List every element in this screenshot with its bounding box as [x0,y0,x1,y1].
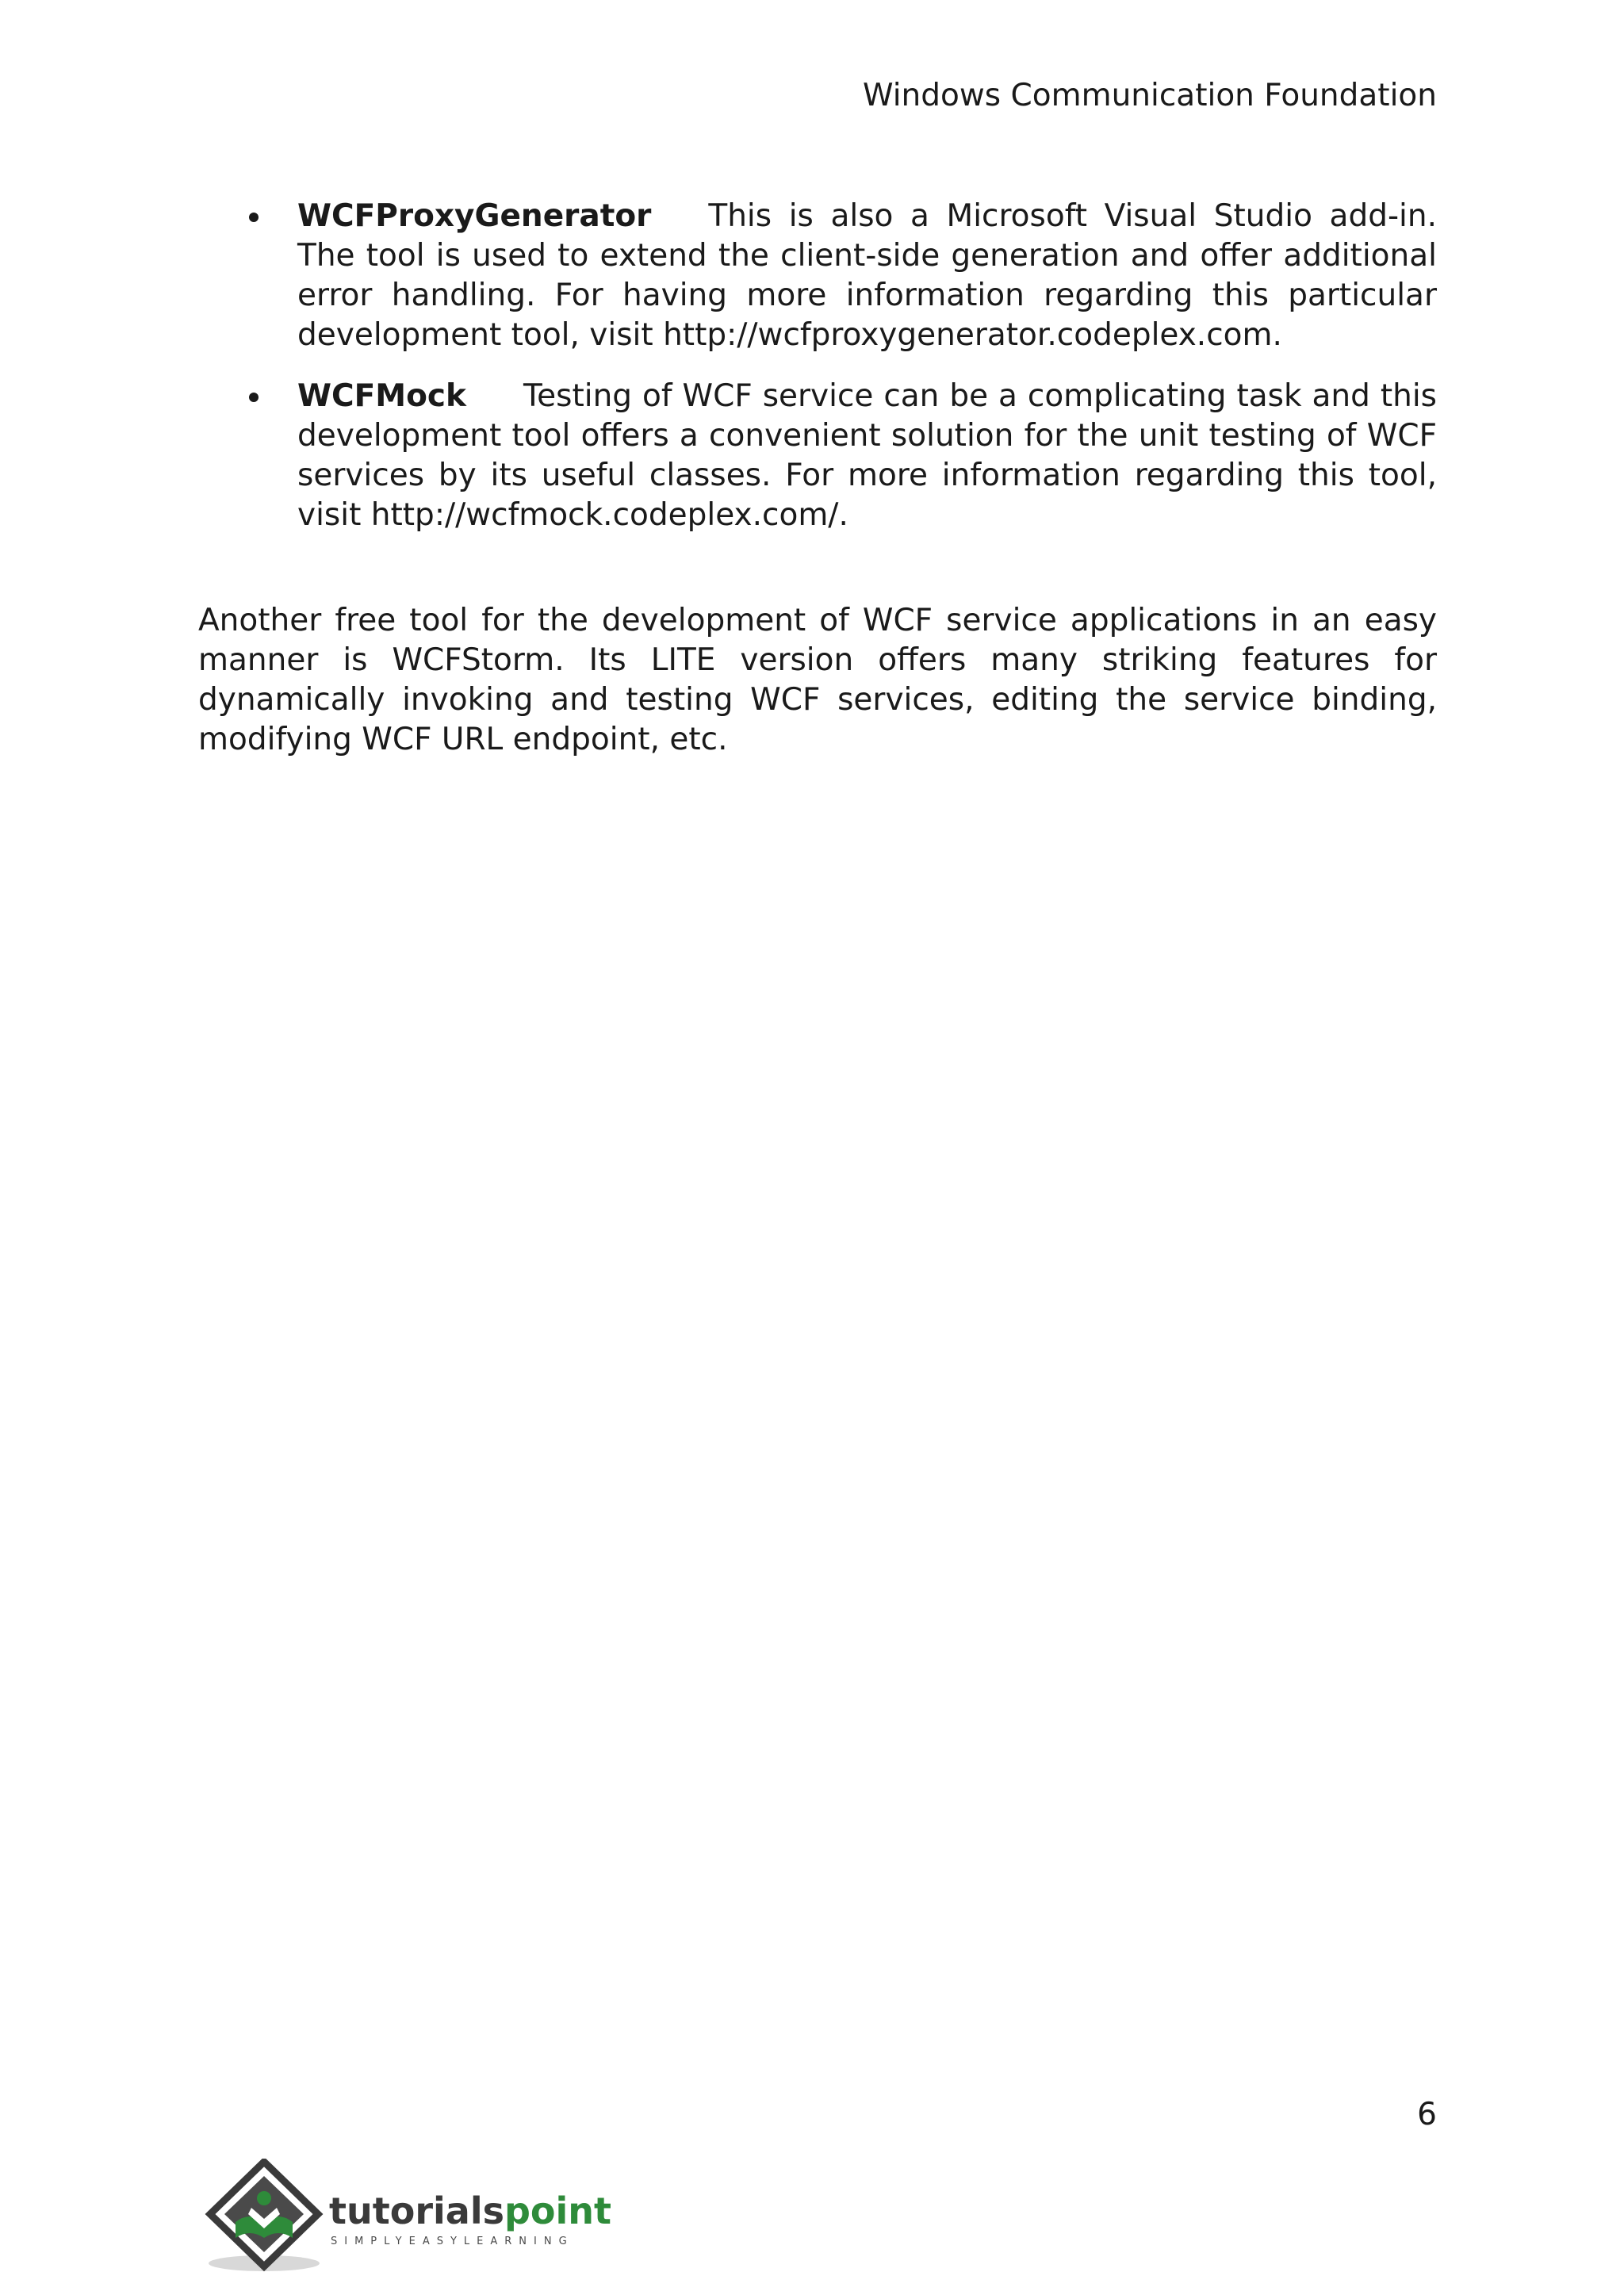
body-paragraph: Another free tool for the development of WCF service applications in an easy manner is WCFStorm. Its LITE version offers many striking features for dynamically invoking and testing WCF services, editing the service binding, modifying WCF URL endpoint, etc. [198,603,1437,757]
tool-description: This is also a Microsoft Visual Studio add-in. The tool is used to extend the client-side generation and offer additional error handling. For having more information regarding this particular development tool, visit http://wcfproxygenerator.codeplex.com. [297,198,1437,353]
tool-description: Testing of WCF service can be a complicating task and this development tool offers a convenient solution for the unit testing of WCF services by its useful classes. For more information regarding this tool, visit http://wcfmock.codeplex.com/. [297,378,1437,533]
list-item [198,197,1437,355]
logo-tagline: SIMPLYEASYLEARNING [331,2236,574,2247]
tool-name: WCFProxyGenerator [297,198,652,234]
page-body [198,197,1437,760]
bullet-icon [249,393,259,402]
running-header: Windows Communication Foundation [863,78,1437,113]
page-number: 6 [1417,2097,1437,2132]
svg-text:tutorialspoint [329,2190,611,2232]
tool-name: WCFMock [297,378,466,414]
logo-text-green: point [504,2190,612,2232]
bullet-icon [249,213,259,222]
tool-list [198,197,1437,535]
logo-text-dark: tutorials [329,2190,504,2232]
list-item [198,377,1437,535]
tutorialspoint-logo [202,2159,662,2278]
